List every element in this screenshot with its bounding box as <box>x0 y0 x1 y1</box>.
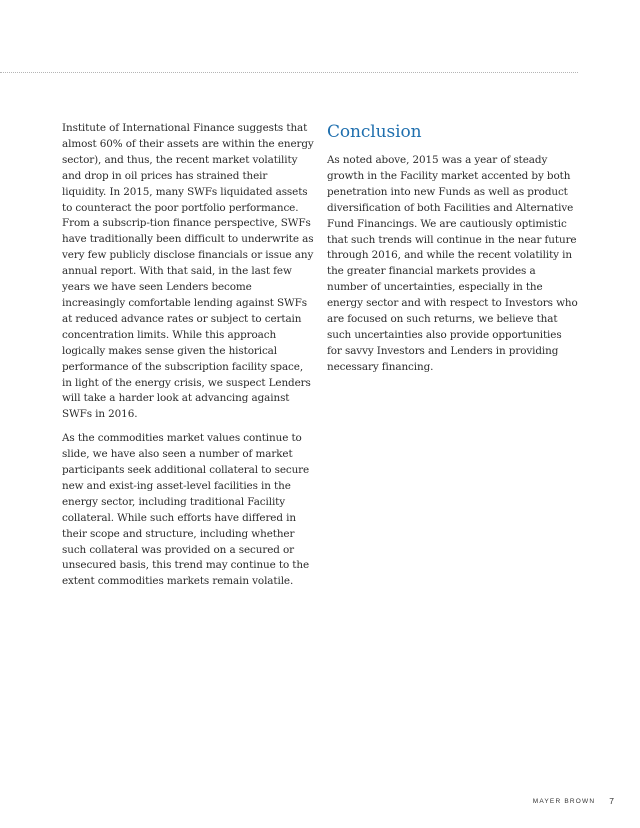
left-column <box>62 121 314 598</box>
body-paragraph: As the commodities market values continue to slide, we have also seen a number of market participants seek additional collateral to secure new and exist-ing asset-level facilities in the energy sector, including traditional Facility collateral. While such efforts have differed in their scope and structure, including whether such collateral was provided on a secured or unsecured basis, this trend may continue to the extent commodities markets remain volatile. <box>62 432 310 588</box>
footer-brand: MAYER BROWN <box>532 797 596 805</box>
right-column <box>327 122 579 384</box>
section-heading: Conclusion <box>327 122 422 142</box>
page-number: 7 <box>609 796 614 806</box>
body-paragraph: As noted above, 2015 was a year of steady growth in the Facility market accented by both penetration into new Funds as well as product diversification of both Facilities and Alternative Fund Financings. We are cautiously optimistic that such trends will continue in the near future through 2016, and while the recent volatility in the greater financial markets provides a number of uncertainties, especially in the energy sector and with respect to Investors who are focused on such returns, we believe that such uncertainties also provide opportunities for savvy Investors and Lenders in providing necessary financing. <box>327 154 578 373</box>
body-paragraph: Institute of International Finance suggests that almost 60% of their assets are within the energy sector), and thus, the recent market volatility and drop in oil prices has strained their liquidity. In 2015, many SWFs liquidated assets to counteract the poor portfolio performance. From a subscrip-tion finance perspective, SWFs have traditionally been difficult to underwrite as very few publicly disclose financials or issue any annual report. With that said, in the last few years we have seen Lenders become increasingly comfortable lending against SWFs at reduced advance rates or subject to certain concentration limits. While this approach logically makes sense given the historical performance of the subscription facility space, in light of the energy crisis, we suspect Lenders will take a harder look at advancing against SWFs in 2016. <box>62 122 314 421</box>
header-dotted-rule <box>0 72 578 73</box>
page-footer <box>533 796 614 806</box>
